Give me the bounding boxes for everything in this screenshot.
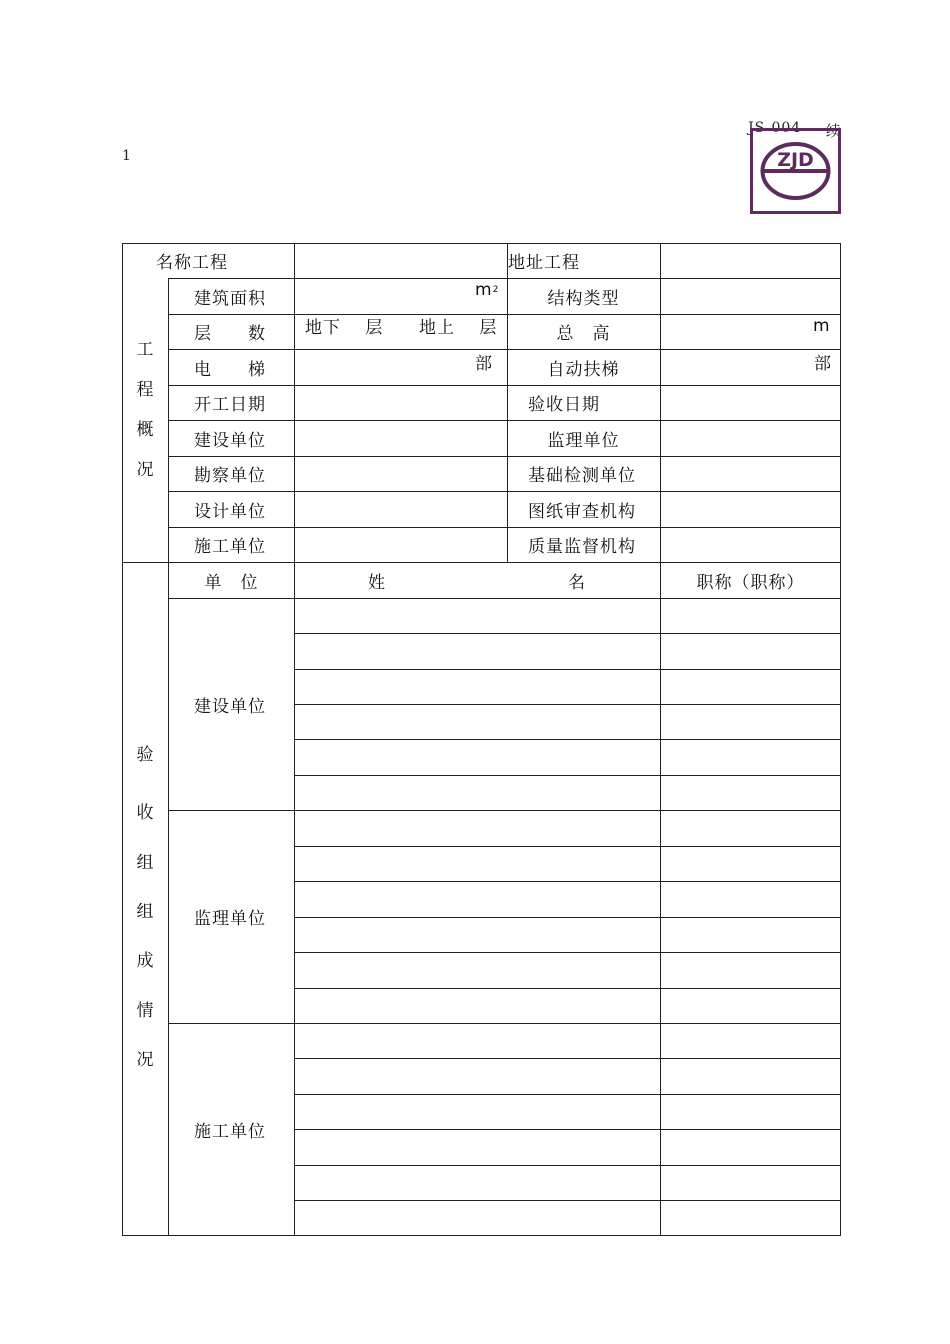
team-header-unit: 单 位 bbox=[204, 573, 259, 593]
overview-unit: 部 bbox=[475, 353, 493, 374]
overview-section-char: 概 bbox=[136, 420, 154, 440]
continued-mark: 续 bbox=[826, 122, 842, 140]
table-rule bbox=[168, 491, 841, 492]
overview-label-right-6: 基础检测单位 bbox=[528, 466, 636, 486]
table-rule bbox=[168, 598, 841, 599]
team-section-char: 成 bbox=[136, 951, 154, 971]
overview-label-right-0: 地址工程 bbox=[508, 253, 580, 273]
overview-label-8: 施工单位 bbox=[194, 537, 266, 557]
table-rule bbox=[294, 952, 841, 953]
table-rule bbox=[168, 278, 169, 1236]
table-rule bbox=[294, 846, 841, 847]
table-rule bbox=[168, 1023, 841, 1024]
table-rule bbox=[294, 775, 841, 776]
overview-label-0: 名称工程 bbox=[156, 253, 228, 273]
overview-label-7: 设计单位 bbox=[194, 501, 266, 522]
team-header-name-a: 姓 bbox=[368, 573, 386, 593]
overview-section-char: 况 bbox=[136, 460, 154, 480]
team-header-name-b: 名 bbox=[568, 573, 586, 593]
table-rule bbox=[294, 739, 841, 740]
overview-value-right-2: m bbox=[813, 315, 831, 336]
team-group-builder: 施工单位 bbox=[194, 1121, 266, 1142]
table-rule bbox=[294, 1058, 841, 1059]
table-rule bbox=[168, 278, 841, 279]
team-header-title: 职称（职称） bbox=[696, 573, 805, 593]
table-rule bbox=[294, 1165, 841, 1166]
overview-section-char: 工 bbox=[136, 340, 154, 360]
team-section-char: 况 bbox=[136, 1050, 154, 1070]
overview-label-right-5: 监理单位 bbox=[547, 430, 620, 451]
table-rule bbox=[294, 1094, 841, 1095]
table-rule bbox=[122, 243, 123, 1236]
table-rule bbox=[168, 527, 841, 528]
overview-unit-sup: 2 bbox=[492, 285, 500, 295]
overview-label-4: 开工日期 bbox=[194, 395, 266, 415]
logo-text: ZJD bbox=[777, 149, 814, 171]
overview-value-1 bbox=[475, 272, 499, 308]
table-rule bbox=[168, 420, 841, 421]
team-section-char: 组 bbox=[136, 902, 154, 922]
team-section-char: 情 bbox=[136, 1001, 154, 1021]
table-rule bbox=[168, 385, 841, 386]
table-rule bbox=[294, 1200, 841, 1201]
overview-label-right-8: 质量监督机构 bbox=[528, 537, 636, 557]
table-rule bbox=[122, 243, 841, 244]
overview-value-floors-above: 地上 层 bbox=[419, 318, 498, 338]
overview-label-right-3: 自动扶梯 bbox=[547, 359, 620, 380]
overview-section-char: 程 bbox=[136, 380, 154, 400]
overview-value-right-3: 部 bbox=[814, 353, 832, 374]
table-rule bbox=[294, 917, 841, 918]
zjd-logo-icon bbox=[750, 128, 841, 214]
table-rule bbox=[294, 988, 841, 989]
table-rule bbox=[168, 349, 841, 350]
overview-value-3 bbox=[475, 343, 493, 379]
table-rule bbox=[294, 1129, 841, 1130]
overview-label-1: 建筑面积 bbox=[194, 288, 266, 309]
overview-value-floors-below: 地下 层 bbox=[305, 318, 384, 338]
overview-label-right-1: 结构类型 bbox=[547, 288, 620, 309]
table-rule bbox=[168, 456, 841, 457]
overview-label-right-2: 总 高 bbox=[556, 324, 611, 344]
overview-label-2: 层 数 bbox=[194, 324, 266, 344]
overview-label-3: 电 梯 bbox=[194, 359, 266, 380]
table-rule bbox=[294, 704, 841, 705]
table-rule bbox=[294, 633, 841, 634]
team-section-char: 组 bbox=[136, 853, 154, 873]
table-rule bbox=[122, 1235, 841, 1236]
team-section-char: 收 bbox=[136, 803, 154, 823]
form-code: JS-004 bbox=[748, 120, 802, 136]
overview-unit: m bbox=[475, 280, 493, 300]
team-section-char: 验 bbox=[136, 745, 154, 765]
table-rule bbox=[168, 810, 841, 811]
team-group-supervision: 监理单位 bbox=[194, 909, 266, 929]
overview-label-6: 勘察单位 bbox=[194, 466, 266, 486]
overview-label-right-4: 验收日期 bbox=[528, 395, 600, 415]
overview-label-right-7: 图纸审查机构 bbox=[528, 501, 636, 522]
page-number: 1 bbox=[122, 148, 131, 164]
table-rule bbox=[168, 314, 841, 315]
team-group-construction: 建设单位 bbox=[194, 696, 266, 717]
table-rule bbox=[294, 669, 841, 670]
table-rule bbox=[294, 881, 841, 882]
overview-label-5: 建设单位 bbox=[194, 430, 266, 451]
